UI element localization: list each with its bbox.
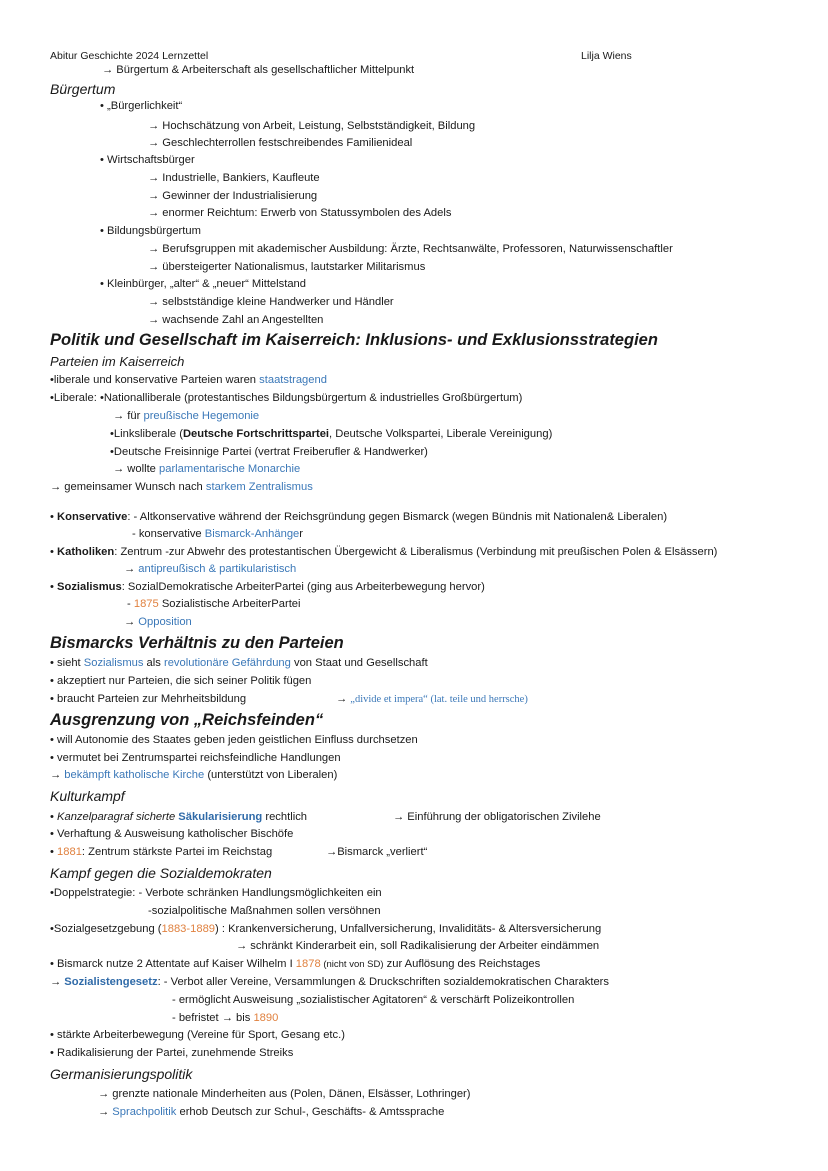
text-segment: → Bürgertum & Arbeiterschaft als gesellschaftlicher Mittelpunkt (102, 64, 415, 76)
text-segment: Bismarcks Verhältnis zu den Parteien (50, 634, 344, 652)
text-line (50, 478, 313, 496)
text-line (50, 920, 601, 938)
text-segment: ) : Krankenversicherung, Unfallversicherung, Invaliditäts- & Altersversicherung (215, 923, 602, 935)
text-segment: : Zentrum stärkste Partei im Reichstag (81, 846, 273, 858)
text-line (113, 407, 259, 425)
highlighted-text: Sozialismus (57, 581, 122, 593)
text-line (50, 654, 428, 672)
highlighted-text: 1878 (295, 958, 321, 970)
highlighted-text: Sprachpolitik (112, 1106, 177, 1118)
text-line (172, 1009, 278, 1027)
text-segment: Sozialistische ArbeiterPartei (158, 598, 301, 610)
text-line (50, 973, 609, 991)
text-line (50, 672, 311, 690)
highlighted-text: 1881 (57, 846, 82, 858)
text-segment: -sozialpolitische Maßnahmen sollen versöhnen (148, 905, 381, 917)
text-segment: → (98, 1106, 113, 1118)
text-line (132, 525, 303, 543)
highlighted-text: Katholiken (57, 546, 115, 558)
text-line (124, 613, 192, 631)
text-line (110, 425, 552, 443)
text-line (50, 731, 418, 749)
text-segment: : Zentrum -zur Abwehr des protestantischen Übergewicht & Liberalismus (Verbindung mit preußischen Polen & Elsässern) (114, 546, 718, 558)
text-line (50, 766, 337, 784)
text-line (98, 1103, 444, 1121)
section-heading (50, 709, 323, 731)
text-segment: •Linksliberale ( (110, 428, 183, 440)
highlighted-text: Sozialistengesetz (64, 976, 158, 988)
highlighted-text: parlamentarische Monarchie (159, 463, 301, 475)
text-segment: → für (113, 410, 144, 422)
text-segment: •Sozialgesetzgebung ( (50, 923, 162, 935)
highlighted-text: preußische Hegemonie (143, 410, 260, 422)
section-heading (50, 329, 658, 351)
text-segment: : SozialDemokratische ArbeiterPartei (ging aus Arbeiterbewegung hervor) (121, 581, 485, 593)
text-line (100, 275, 306, 293)
text-line (98, 1085, 471, 1103)
text-line (50, 690, 246, 708)
highlighted-text: 1883-1889 (161, 923, 216, 935)
text-segment: • (50, 511, 58, 523)
text-segment: : - Verbot aller Vereine, Versammlungen & Druckschriften sozialdemokratischen Charakters (157, 976, 609, 988)
text-segment: → gemeinsamer Wunsch nach (50, 481, 206, 493)
highlighted-text: revolutionäre Gefährdung (163, 657, 291, 669)
text-line (127, 595, 301, 613)
text-segment: Kampf gegen die Sozialdemokraten (50, 865, 272, 881)
text-segment: (unterstützt von Liberalen) (204, 769, 338, 781)
text-line (50, 543, 717, 561)
text-line (50, 955, 540, 974)
text-line (148, 240, 673, 258)
text-segment: → übersteigerter Nationalismus, lautstarker Militarismus (148, 261, 426, 273)
text-segment: • Verhaftung & Ausweisung katholischer Bischöfe (50, 828, 294, 840)
text-line (100, 222, 201, 240)
text-segment: • „Bürgerlichkeit“ (100, 100, 183, 112)
text-segment: •Deutsche Freisinnige Partei (vertrat Freiberufler & Handwerker) (110, 446, 428, 458)
text-line (50, 389, 522, 407)
text-segment: • Radikalisierung der Partei, zunehmende Streiks (50, 1047, 294, 1059)
text-line (50, 508, 667, 526)
highlighted-text: 1890 (253, 1012, 279, 1024)
highlighted-text: staatstragend (259, 374, 327, 386)
highlighted-text: Opposition (138, 616, 192, 628)
text-line (148, 169, 320, 187)
text-segment: - befristet → bis (172, 1012, 254, 1024)
text-segment: → Gewinner der Industrialisierung (148, 190, 318, 202)
text-line (50, 1026, 345, 1044)
highlighted-text: Säkularisierung (178, 811, 263, 823)
text-segment: als (143, 657, 164, 669)
text-line (393, 808, 601, 826)
text-segment: → (124, 563, 139, 575)
text-segment: → (124, 616, 139, 628)
text-segment: → (336, 693, 351, 705)
text-segment: Kulturkampf (50, 788, 125, 804)
text-line (148, 258, 425, 276)
text-line (148, 134, 412, 152)
text-segment: : - Altkonservative während der Reichsgründung gegen Bismarck (wegen Bündnis mit Nationalen& Liberalen) (127, 511, 668, 523)
highlighted-text: „divide et impera“ (lat. teile und herrsche) (350, 694, 528, 705)
text-segment: → grenzte nationale Minderheiten aus (Polen, Dänen, Elsässer, Lothringer) (98, 1088, 471, 1100)
author-name: Lilja Wiens (581, 50, 632, 62)
highlighted-text: Kanzelparagraf sicherte (57, 811, 179, 823)
text-segment: → (50, 769, 65, 781)
text-line (124, 560, 296, 578)
text-segment: erhob Deutsch zur Schul-, Geschäfts- & Amtssprache (176, 1106, 445, 1118)
text-segment: • (50, 581, 58, 593)
text-line (50, 884, 382, 902)
text-segment: → Hochschätzung von Arbeit, Leistung, Selbstständigkeit, Bildung (148, 120, 476, 132)
highlighted-text: Bismarck-Anhänge (204, 528, 300, 540)
text-segment: zur Auflösung des Reichstages (383, 958, 541, 970)
text-segment: Politik und Gesellschaft im Kaiserreich: Inklusions- und Exklusionsstrategien (50, 331, 658, 349)
text-line (148, 204, 451, 222)
text-segment: - ermöglicht Ausweisung „sozialistischer Agitatoren“ & verschärft Polizeikontrollen (172, 994, 575, 1006)
text-line (100, 97, 182, 115)
text-line (50, 825, 293, 843)
text-segment: → schränkt Kinderarbeit ein, soll Radikalisierung der Arbeiter eindämmen (236, 940, 600, 952)
highlighted-text: (nicht von SD) (320, 959, 384, 970)
text-segment: •Doppelstrategie: - Verbote schränken Handlungsmöglichkeiten ein (50, 887, 382, 899)
highlighted-text: Sozialismus (83, 657, 144, 669)
text-line (50, 578, 485, 596)
text-segment: → Einführung der obligatorischen Zivilehe (393, 811, 601, 823)
text-segment: von Staat und Gesellschaft (290, 657, 428, 669)
highlighted-text: Konservative (57, 511, 128, 523)
document-title: Abitur Geschichte 2024 Lernzettel (50, 50, 209, 62)
text-segment: → (50, 976, 65, 988)
text-line (326, 843, 427, 861)
text-segment: • Bismarck nutze 2 Attentate auf Kaiser Wilhelm I (50, 958, 296, 970)
text-segment: , Deutsche Volkspartei, Liberale Vereinigung) (329, 428, 553, 440)
highlighted-text: bekämpft katholische Kirche (64, 769, 205, 781)
text-line (50, 749, 341, 767)
text-line (50, 843, 272, 861)
text-segment: Parteien im Kaiserreich (50, 354, 185, 369)
text-segment: • Bildungsbürgertum (100, 225, 201, 237)
text-segment: Bürgertum (50, 81, 116, 97)
text-segment: → wollte (113, 463, 160, 475)
text-line (50, 1044, 293, 1062)
text-line (148, 117, 475, 135)
text-segment: • sieht (50, 657, 84, 669)
section-heading (50, 863, 272, 883)
text-segment: • stärkte Arbeiterbewegung (Vereine für Sport, Gesang etc.) (50, 1029, 345, 1041)
text-segment: →Bismarck „verliert“ (326, 846, 428, 858)
text-segment: • (50, 546, 58, 558)
text-line (148, 293, 394, 311)
section-heading (50, 786, 125, 806)
text-line (336, 690, 528, 709)
text-segment: •Liberale: •Nationalliberale (protestantisches Bildungsbürgertum & industrielles Großbürgertum) (50, 392, 523, 404)
text-segment: • (50, 811, 58, 823)
text-segment: - (127, 598, 134, 610)
section-heading (50, 1064, 192, 1084)
section-heading (50, 632, 344, 654)
text-line (110, 443, 428, 461)
text-segment: → selbstständige kleine Handwerker und Händler (148, 296, 394, 308)
text-segment: • will Autonomie des Staates geben jeden geistlichen Einfluss durchsetzen (50, 734, 418, 746)
text-line (113, 460, 300, 478)
text-segment: → Berufsgruppen mit akademischer Ausbildung: Ärzte, Rechtsanwälte, Professoren, Naturwissenschaftler (148, 243, 673, 255)
text-line (148, 902, 381, 920)
highlighted-text: Deutsche Fortschrittspartei (182, 428, 330, 440)
highlighted-text: 1875 (133, 598, 159, 610)
text-segment: •liberale und konservative Parteien waren (50, 374, 260, 386)
text-line (172, 991, 574, 1009)
text-segment: • (50, 846, 58, 858)
text-segment: • Kleinbürger, „alter“ & „neuer“ Mittelstand (100, 278, 307, 290)
text-line (148, 187, 317, 205)
text-segment: → Industrielle, Bankiers, Kaufleute (148, 172, 320, 184)
text-line (148, 311, 323, 329)
section-heading (50, 352, 184, 372)
text-line (50, 371, 327, 389)
text-segment: → wachsende Zahl an Angestellten (148, 314, 324, 326)
text-segment: - konservative (132, 528, 205, 540)
text-segment: Germanisierungspolitik (50, 1066, 193, 1082)
text-line (102, 61, 414, 79)
text-segment: rechtlich (262, 811, 308, 823)
text-line (236, 937, 599, 955)
text-line (100, 151, 195, 169)
text-segment: • vermutet bei Zentrumspartei reichsfeindliche Handlungen (50, 752, 341, 764)
section-heading (50, 79, 115, 99)
text-segment: • braucht Parteien zur Mehrheitsbildung (50, 693, 247, 705)
text-line (50, 808, 307, 826)
text-segment: Ausgrenzung von „Reichsfeinden“ (50, 711, 324, 729)
highlighted-text: starkem Zentralismus (205, 481, 313, 493)
text-segment: • akzeptiert nur Parteien, die sich seiner Politik fügen (50, 675, 312, 687)
text-segment: → Geschlechterrollen festschreibendes Familienideal (148, 137, 413, 149)
text-segment: → enormer Reichtum: Erwerb von Statussymbolen des Adels (148, 207, 452, 219)
text-segment: r (299, 528, 303, 540)
highlighted-text: antipreußisch & partikularistisch (138, 563, 297, 575)
text-segment: • Wirtschaftsbürger (100, 154, 195, 166)
